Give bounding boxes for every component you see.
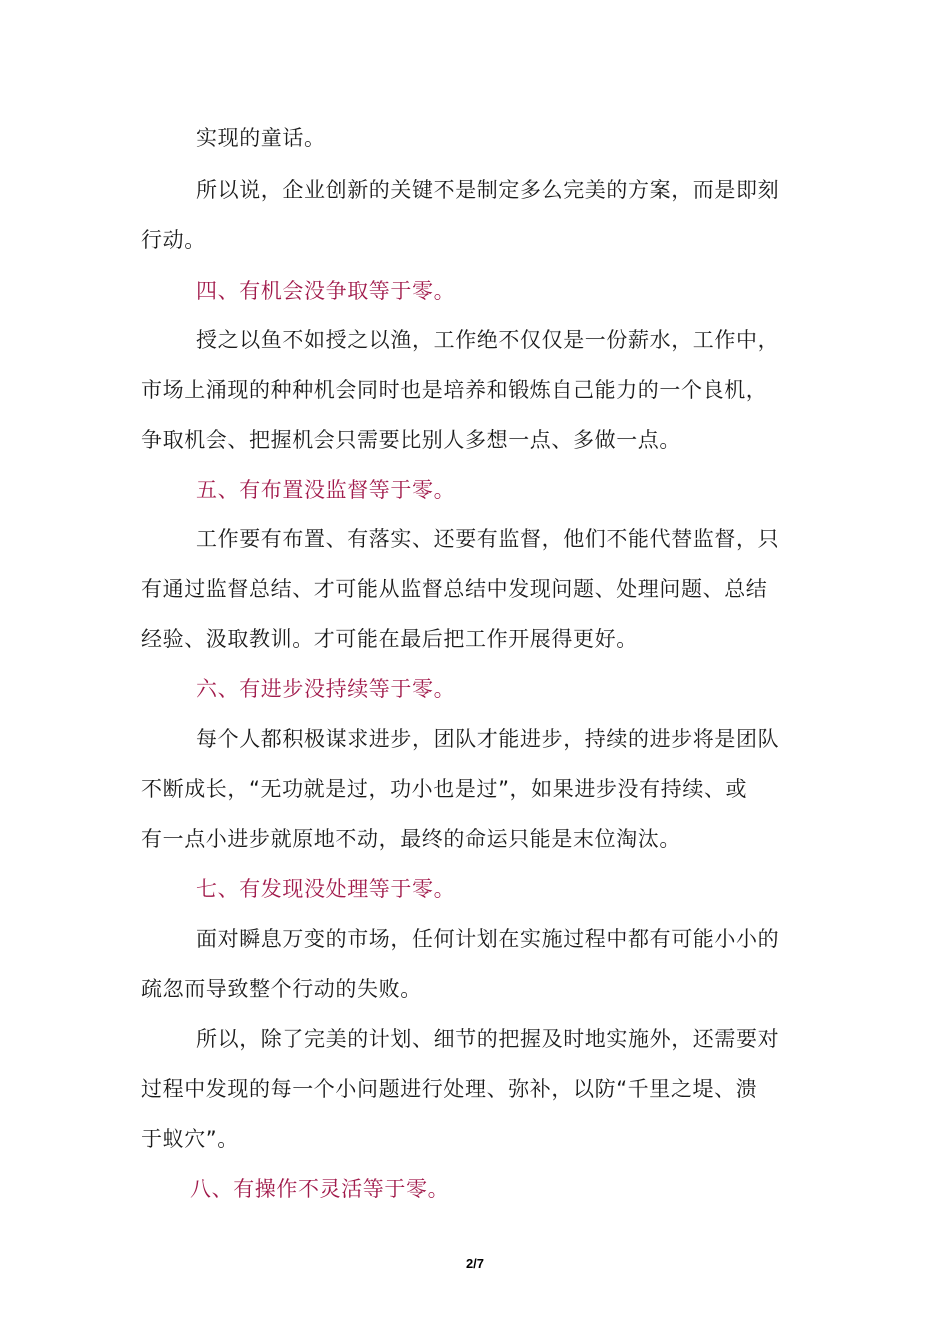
body-text-line: 于蚁穴”。 [141, 1127, 239, 1151]
section-heading-5: 五、有布置没监督等于零。 [196, 478, 456, 502]
page-number: 2/7 [465, 1256, 485, 1271]
body-text-line: 有通过监督总结、才可能从监督总结中发现问题、处理问题、总结 [141, 577, 768, 601]
section-heading-4: 四、有机会没争取等于零。 [196, 279, 456, 303]
body-text-line: 市场上涌现的种种机会同时也是培养和锻炼自己能力的一个良机， [141, 378, 768, 402]
body-text-line: 争取机会、把握机会只需要比别人多想一点、多做一点。 [141, 428, 681, 452]
body-text-line: 不断成长，“无功就是过，功小也是过”，如果进步没有持续、或 [141, 777, 748, 801]
body-text-line: 工作要有布置、有落实、还要有监督，他们不能代替监督，只 [196, 527, 780, 551]
section-heading-8: 八、有操作不灵活等于零。 [190, 1177, 450, 1201]
body-text-line: 有一点小进步就原地不动，最终的命运只能是末位淘汰。 [141, 827, 681, 851]
body-text-line: 面对瞬息万变的市场，任何计划在实施过程中都有可能小小的 [196, 927, 780, 951]
body-text-line: 所以，除了完美的计划、细节的把握及时地实施外，还需要对 [196, 1027, 780, 1051]
body-text-line: 经验、汲取教训。才可能在最后把工作开展得更好。 [141, 627, 638, 651]
section-heading-6: 六、有进步没持续等于零。 [196, 677, 456, 701]
body-text-line: 所以说，企业创新的关键不是制定多么完美的方案，而是即刻 [196, 178, 780, 202]
body-text-line: 疏忽而导致整个行动的失败。 [141, 977, 422, 1001]
body-text-line: 授之以鱼不如授之以渔，工作绝不仅仅是一份薪水，工作中， [196, 328, 780, 352]
body-text-line: 过程中发现的每一个小问题进行处理、弥补，以防“千里之堤、溃 [141, 1077, 758, 1101]
section-heading-7: 七、有发现没处理等于零。 [196, 877, 456, 901]
body-text-line: 每个人都积极谋求进步，团队才能进步，持续的进步将是团队 [196, 727, 780, 751]
body-text-line: 实现的童话。 [196, 126, 326, 150]
body-text-line: 行动。 [141, 228, 206, 252]
